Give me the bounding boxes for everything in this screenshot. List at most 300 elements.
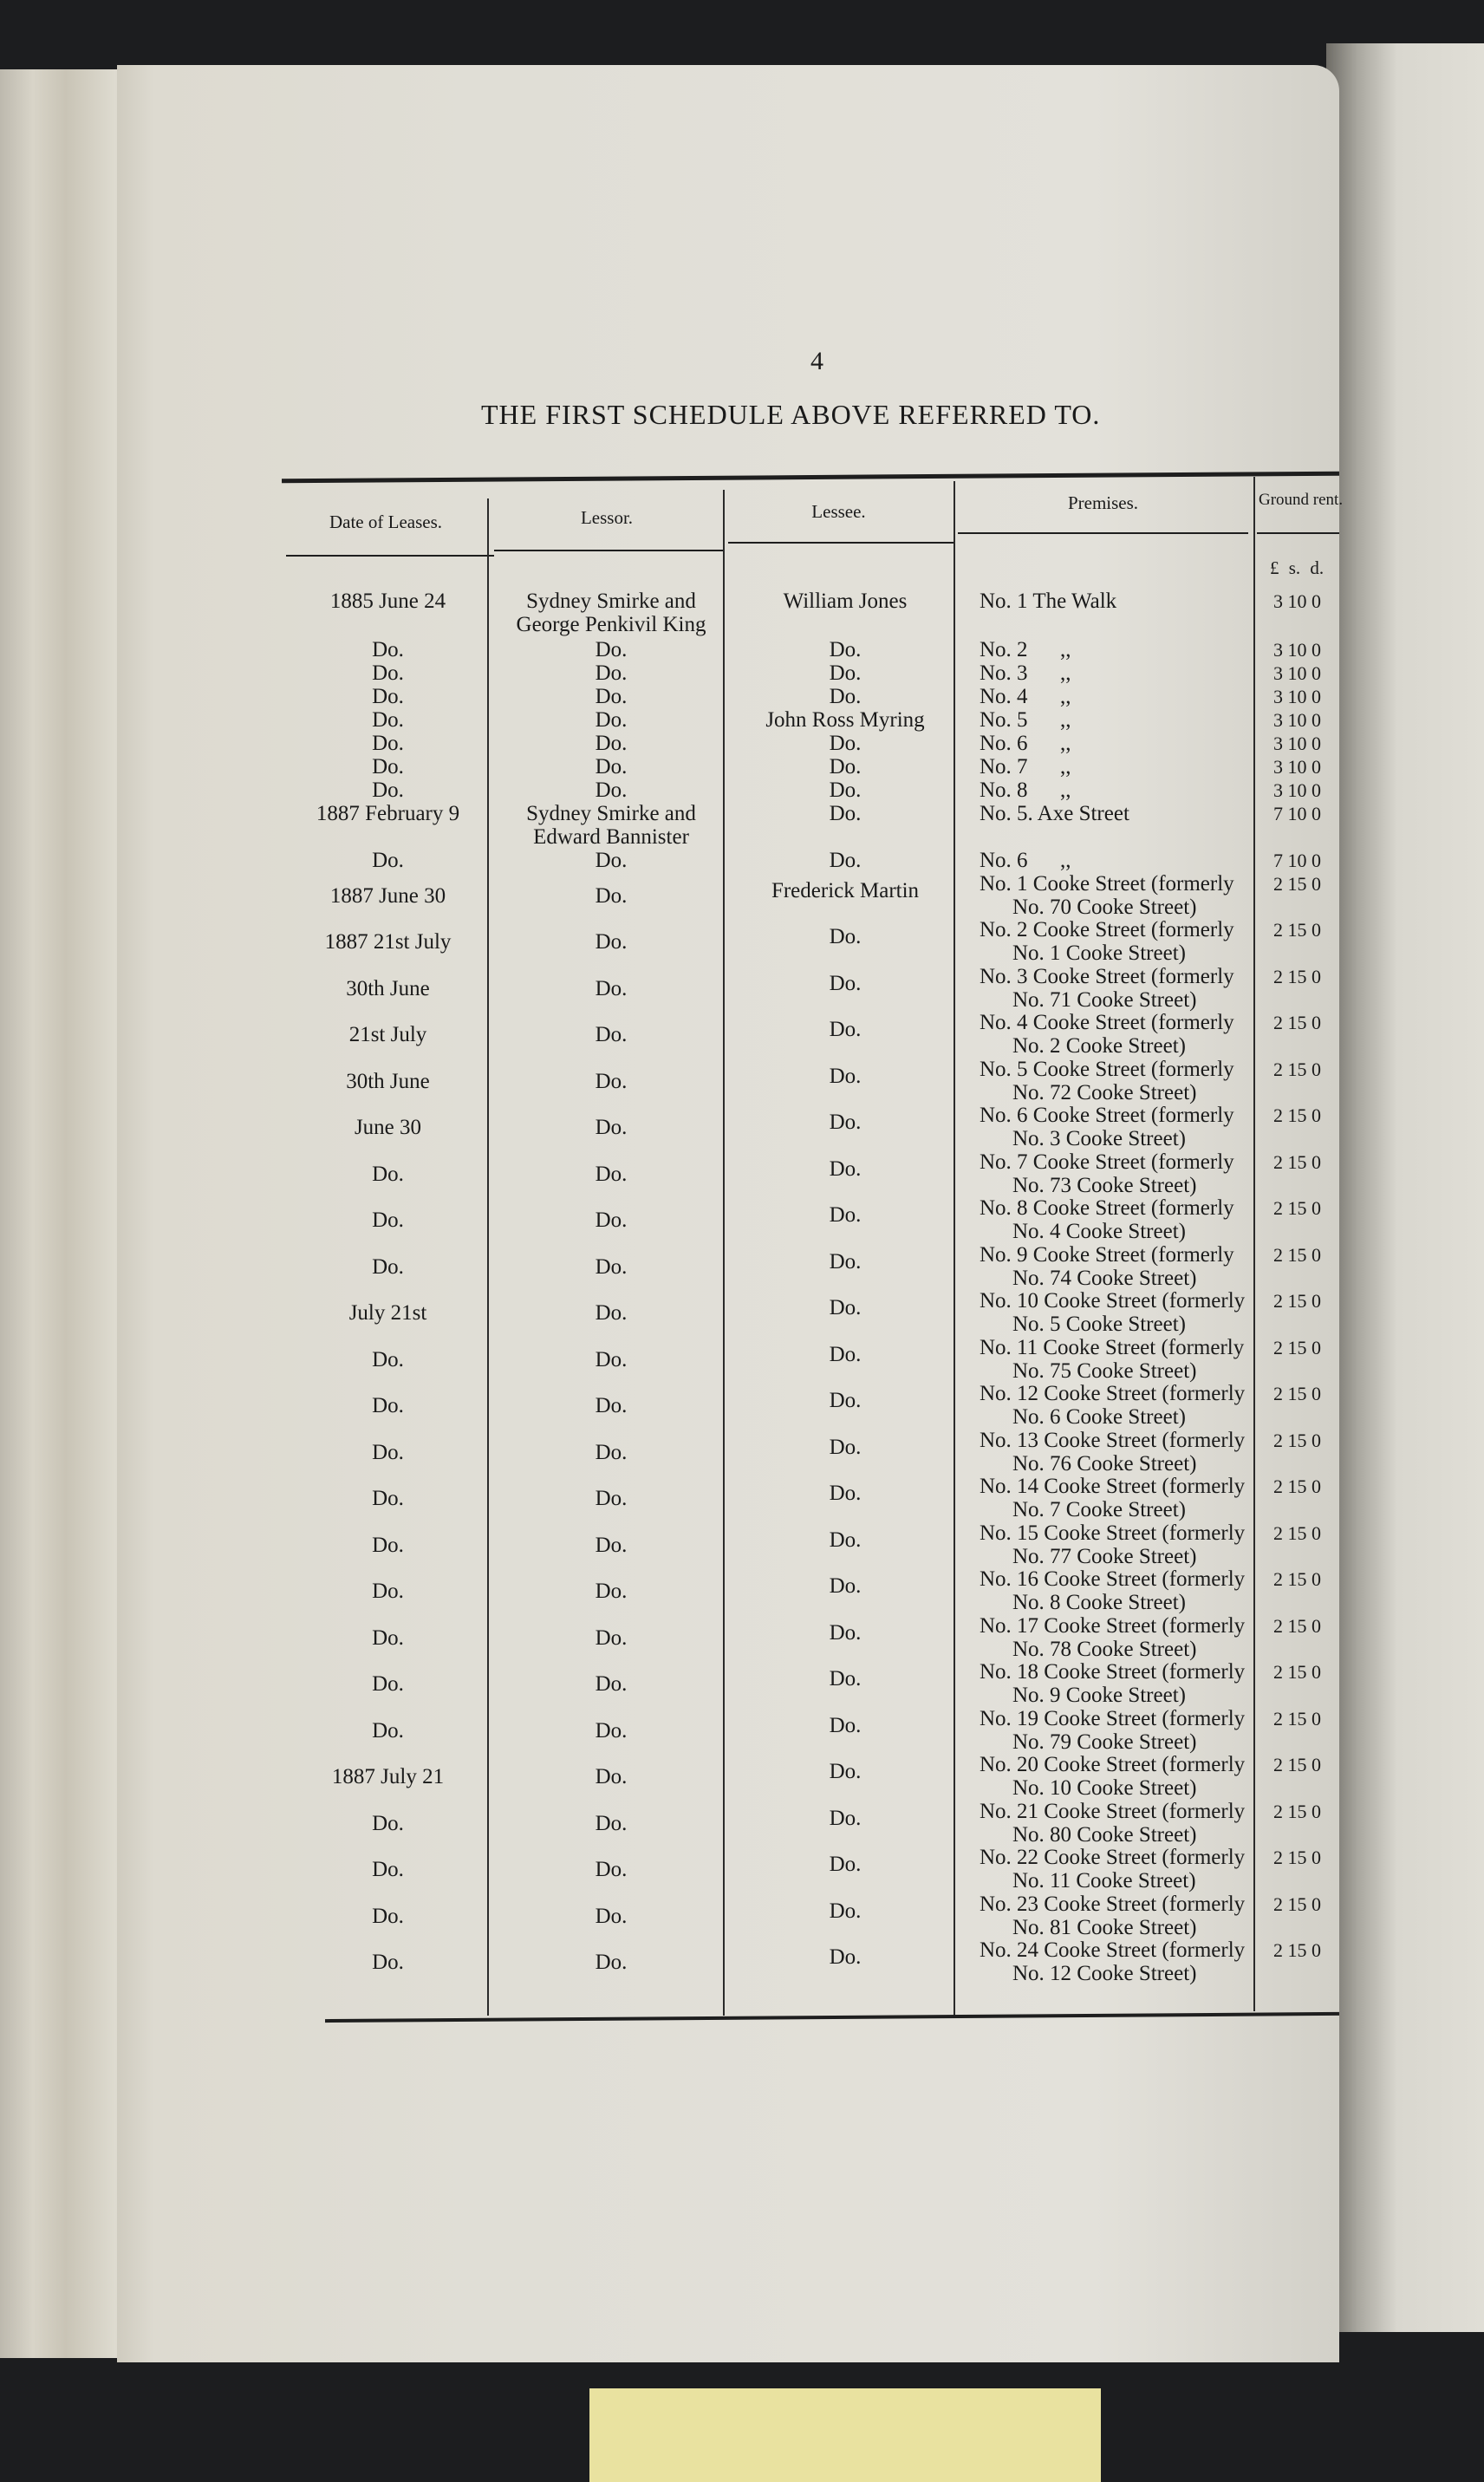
premises-line: No. 10 Cooke Street) bbox=[1012, 1776, 1197, 1800]
lessor bbox=[494, 1521, 728, 1568]
premises bbox=[962, 918, 1261, 965]
lessor bbox=[494, 1660, 728, 1707]
table-row bbox=[282, 1938, 1339, 1985]
lease-date: Do. bbox=[372, 1533, 404, 1557]
premises bbox=[962, 1104, 1261, 1150]
ground-rent: 2 15 0 bbox=[1273, 1058, 1321, 1080]
lessee: Do. bbox=[829, 1667, 862, 1690]
table-row bbox=[282, 1336, 1339, 1383]
ground-rent: 3 10 0 bbox=[1273, 756, 1321, 778]
premises bbox=[962, 1336, 1261, 1383]
lease-date: Do. bbox=[372, 848, 404, 872]
ground-rent: 3 10 0 bbox=[1273, 733, 1321, 754]
lessor-line: Do. bbox=[595, 778, 628, 802]
premises bbox=[962, 1011, 1261, 1058]
lease-date: Do. bbox=[372, 1625, 404, 1650]
table-row bbox=[282, 1753, 1339, 1800]
premises-line: No. 9 Cooke Street) bbox=[1012, 1684, 1186, 1707]
lessor bbox=[494, 661, 728, 685]
ground-rent: 2 15 0 bbox=[1273, 919, 1321, 941]
lessee: Do. bbox=[829, 802, 862, 825]
lease-date: Do. bbox=[372, 1254, 404, 1279]
lease-date: 21st July bbox=[348, 1023, 427, 1046]
lease-date: June 30 bbox=[354, 1116, 422, 1139]
premises-line: No. 12 Cooke Street (formerly bbox=[980, 1382, 1246, 1405]
lease-date: July 21st bbox=[348, 1301, 427, 1325]
ground-rent: 3 10 0 bbox=[1273, 639, 1321, 661]
table-row bbox=[282, 1150, 1339, 1197]
premises-line: No. 5. Axe Street bbox=[980, 802, 1129, 825]
schedule-title: THE FIRST SCHEDULE ABOVE REFERRED TO. bbox=[481, 399, 1101, 430]
table-row bbox=[282, 755, 1339, 778]
ground-rent: 2 15 0 bbox=[1273, 1661, 1321, 1683]
premises bbox=[962, 1382, 1261, 1429]
lessor bbox=[494, 1243, 728, 1290]
table-row bbox=[282, 1521, 1339, 1568]
lessee: Do. bbox=[829, 925, 862, 948]
lease-date: Do. bbox=[372, 708, 404, 732]
lessor bbox=[494, 1058, 728, 1104]
premises-line: No. 79 Cooke Street) bbox=[1012, 1730, 1197, 1754]
lease-date: Do. bbox=[372, 1487, 404, 1510]
premises-line: No. 1 Cooke Street (formerly bbox=[980, 871, 1234, 896]
ground-rent: 2 15 0 bbox=[1273, 1197, 1321, 1219]
lessor bbox=[494, 965, 728, 1012]
schedule-table bbox=[282, 590, 1339, 1985]
lessor-line: Sydney Smirke and bbox=[526, 802, 696, 825]
premises bbox=[962, 1753, 1261, 1800]
premises-line: No. 5 ,, bbox=[980, 708, 1071, 732]
lease-date: 1885 June 24 bbox=[329, 590, 446, 613]
premises bbox=[962, 1521, 1261, 1568]
lease-date: Do. bbox=[372, 661, 404, 685]
ground-rent: 2 15 0 bbox=[1273, 1150, 1321, 1173]
lessor-line: Do. bbox=[595, 1580, 628, 1603]
lessor bbox=[494, 1429, 728, 1476]
premises-line: No. 8 Cooke Street (formerly bbox=[980, 1196, 1234, 1220]
lease-date: Do. bbox=[372, 1811, 404, 1835]
lease-date: Do. bbox=[372, 732, 404, 755]
premises-line: No. 6 Cooke Street (formerly bbox=[980, 1104, 1234, 1127]
lease-date: Do. bbox=[372, 1951, 404, 1974]
lessor bbox=[494, 918, 728, 965]
premises-line: No. 73 Cooke Street) bbox=[1012, 1173, 1197, 1197]
lease-date: Do. bbox=[372, 778, 404, 802]
premises-line: No. 16 Cooke Street (formerly bbox=[980, 1567, 1246, 1591]
premises-line: No. 3 Cooke Street (formerly bbox=[980, 964, 1234, 988]
lessor bbox=[494, 638, 728, 661]
lease-date: Do. bbox=[372, 1162, 404, 1186]
lessee: Do. bbox=[829, 971, 862, 995]
lessor-line: Do. bbox=[595, 1858, 628, 1881]
table-row bbox=[282, 661, 1339, 685]
ground-rent: 2 15 0 bbox=[1273, 1614, 1321, 1637]
lessee: Do. bbox=[829, 661, 862, 685]
premises bbox=[962, 732, 1261, 755]
table-row bbox=[282, 918, 1339, 965]
lessor bbox=[494, 1011, 728, 1058]
lessor-line: Do. bbox=[595, 638, 628, 661]
premises bbox=[962, 685, 1261, 708]
table-row bbox=[282, 1707, 1339, 1754]
premises-line: No. 18 Cooke Street (formerly bbox=[980, 1660, 1246, 1684]
premises bbox=[962, 1846, 1261, 1892]
ground-rent: 2 15 0 bbox=[1273, 1800, 1321, 1822]
premises-line: No. 3 Cooke Street) bbox=[1012, 1127, 1186, 1150]
lessor-line: Do. bbox=[595, 1625, 628, 1650]
lessor bbox=[494, 755, 728, 778]
premises-line: No. 5 Cooke Street) bbox=[1012, 1313, 1186, 1336]
lessor bbox=[494, 1567, 728, 1614]
lessee: Do. bbox=[829, 1945, 862, 1969]
premises-line: No. 2 ,, bbox=[980, 638, 1071, 661]
lessee: Do. bbox=[829, 755, 862, 778]
lessor bbox=[494, 778, 728, 802]
table-row bbox=[282, 1243, 1339, 1290]
lessor bbox=[494, 1289, 728, 1336]
lessor bbox=[494, 1753, 728, 1800]
premises-line: No. 11 Cooke Street (formerly bbox=[980, 1335, 1245, 1359]
lessee: Do. bbox=[829, 1203, 862, 1227]
table-row bbox=[282, 685, 1339, 708]
lease-date: Do. bbox=[372, 1208, 404, 1232]
lessor-line: George Penkivil King bbox=[516, 613, 706, 636]
lessee: Do. bbox=[829, 1574, 862, 1598]
lessee: Do. bbox=[829, 1296, 862, 1319]
premises bbox=[962, 965, 1261, 1012]
ground-rent: 7 10 0 bbox=[1273, 803, 1321, 824]
table-row bbox=[282, 1104, 1339, 1150]
premises-line: No. 19 Cooke Street (formerly bbox=[980, 1706, 1246, 1730]
premises bbox=[962, 778, 1261, 802]
table-row bbox=[282, 638, 1339, 661]
lessor bbox=[494, 1336, 728, 1383]
table-row bbox=[282, 1567, 1339, 1614]
premises bbox=[962, 1429, 1261, 1476]
premises-line: No. 6 ,, bbox=[980, 848, 1071, 872]
ground-rent: 2 15 0 bbox=[1273, 1290, 1321, 1312]
ground-rent: 2 15 0 bbox=[1273, 872, 1321, 895]
header-lessor: Lessor. bbox=[580, 507, 634, 528]
lessee: Do. bbox=[829, 1389, 862, 1412]
lessor-line: Sydney Smirke and bbox=[526, 590, 696, 613]
table-row bbox=[282, 965, 1339, 1012]
lessor-line: Edward Bannister bbox=[533, 825, 689, 849]
lease-date: Do. bbox=[372, 1347, 404, 1371]
lease-date: Do. bbox=[372, 1718, 404, 1743]
ground-rent: 2 15 0 bbox=[1273, 1754, 1321, 1775]
page-number: 4 bbox=[810, 347, 823, 375]
lessor-line: Do. bbox=[595, 1533, 628, 1557]
premises-line: No. 76 Cooke Street) bbox=[1012, 1451, 1197, 1476]
lessor-line: Do. bbox=[595, 708, 628, 732]
lessor bbox=[494, 802, 728, 849]
facing-page bbox=[1326, 43, 1484, 2332]
premises-line: No. 4 Cooke Street (formerly bbox=[980, 1011, 1234, 1034]
premises-line: No. 78 Cooke Street) bbox=[1012, 1637, 1197, 1661]
premises bbox=[962, 1660, 1261, 1707]
lessee: Do. bbox=[829, 1064, 862, 1088]
ground-rent: 2 15 0 bbox=[1273, 1429, 1321, 1451]
table-row bbox=[282, 1846, 1339, 1892]
table-row bbox=[282, 1196, 1339, 1243]
lessor-line: Do. bbox=[595, 1951, 628, 1974]
premises-line: No. 80 Cooke Street) bbox=[1012, 1822, 1197, 1847]
lessor bbox=[494, 1846, 728, 1892]
premises-line: No. 1 Cooke Street) bbox=[1012, 941, 1186, 965]
premises-line: No. 21 Cooke Street (formerly bbox=[980, 1799, 1246, 1823]
premises-line: No. 13 Cooke Street (formerly bbox=[980, 1428, 1246, 1452]
premises-line: No. 12 Cooke Street) bbox=[1012, 1962, 1197, 1985]
lessor-line: Do. bbox=[595, 685, 628, 708]
ground-rent: 2 15 0 bbox=[1273, 1521, 1321, 1544]
lessee: Do. bbox=[829, 1342, 862, 1366]
premises-line: No. 15 Cooke Street (formerly bbox=[980, 1521, 1246, 1545]
premises bbox=[962, 1707, 1261, 1754]
table-row bbox=[282, 778, 1339, 802]
ground-rent: 2 15 0 bbox=[1273, 1892, 1321, 1915]
header-rule bbox=[494, 550, 724, 551]
premises-line: No. 8 ,, bbox=[980, 778, 1071, 802]
lease-date: 1887 June 30 bbox=[329, 883, 446, 908]
lessor-line: Do. bbox=[595, 1672, 628, 1696]
lessor-line: Do. bbox=[595, 848, 628, 872]
lease-date: 30th June bbox=[346, 1069, 430, 1093]
premises-line: No. 2 Cooke Street) bbox=[1012, 1034, 1186, 1058]
ground-rent: 3 10 0 bbox=[1273, 686, 1321, 707]
premises-line: No. 6 Cooke Street) bbox=[1012, 1405, 1186, 1429]
lessor-line: Do. bbox=[595, 755, 628, 778]
premises-line: No. 8 Cooke Street) bbox=[1012, 1591, 1186, 1614]
sticky-note bbox=[589, 2388, 1101, 2482]
premises bbox=[962, 590, 1261, 638]
lessor bbox=[494, 849, 728, 872]
lease-date: 30th June bbox=[346, 976, 430, 1000]
lessee: Do. bbox=[829, 1018, 862, 1041]
lessor-line: Do. bbox=[595, 1254, 628, 1279]
lessee: Do. bbox=[829, 1482, 862, 1505]
lease-date: Do. bbox=[372, 638, 404, 661]
premises bbox=[962, 849, 1261, 872]
ground-rent: 2 15 0 bbox=[1273, 1707, 1321, 1730]
lessor-line: Do. bbox=[595, 1904, 628, 1928]
table-row bbox=[282, 1475, 1339, 1521]
premises-line: No. 11 Cooke Street) bbox=[1012, 1869, 1196, 1892]
ground-rent: 2 15 0 bbox=[1273, 1243, 1321, 1266]
lessor bbox=[494, 1196, 728, 1243]
lessor-line: Do. bbox=[595, 883, 628, 908]
premises-line: No. 5 Cooke Street (formerly bbox=[980, 1057, 1234, 1081]
ground-rent: 2 15 0 bbox=[1273, 1336, 1321, 1358]
lease-date: Do. bbox=[372, 1858, 404, 1881]
lessee: Frederick Martin bbox=[771, 878, 920, 902]
premises-line: No. 20 Cooke Street (formerly bbox=[980, 1753, 1246, 1776]
table-row bbox=[282, 1382, 1339, 1429]
lessee: Do. bbox=[829, 638, 862, 661]
premises bbox=[962, 1567, 1261, 1614]
lessee: William Jones bbox=[783, 590, 908, 613]
header-rule bbox=[286, 555, 494, 557]
premises bbox=[962, 1196, 1261, 1243]
premises-line: No. 7 ,, bbox=[980, 755, 1071, 778]
premises bbox=[962, 1892, 1261, 1939]
lessee: Do. bbox=[829, 1806, 862, 1830]
table-row bbox=[282, 590, 1339, 638]
premises-line: No. 70 Cooke Street) bbox=[1012, 895, 1197, 919]
lessee: Do. bbox=[829, 1620, 862, 1645]
lease-date: Do. bbox=[372, 755, 404, 778]
lessor-line: Do. bbox=[595, 1765, 628, 1788]
lessor-line: Do. bbox=[595, 1347, 628, 1371]
lessor bbox=[494, 1938, 728, 1985]
header-rule bbox=[958, 532, 1248, 534]
table-row bbox=[282, 1011, 1339, 1058]
premises-line: No. 77 Cooke Street) bbox=[1012, 1544, 1197, 1568]
lessor-line: Do. bbox=[595, 1394, 628, 1417]
premises-line: No. 4 Cooke Street) bbox=[1012, 1220, 1186, 1243]
premises-line: No. 9 Cooke Street (formerly bbox=[980, 1242, 1234, 1267]
lessor-line: Do. bbox=[595, 1718, 628, 1743]
table-row bbox=[282, 849, 1339, 872]
lessee: Do. bbox=[829, 848, 862, 872]
premises-line: No. 14 Cooke Street (formerly bbox=[980, 1475, 1246, 1498]
premises bbox=[962, 1150, 1261, 1197]
lessor-line: Do. bbox=[595, 661, 628, 685]
lessor-line: Do. bbox=[595, 1162, 628, 1186]
lessor-line: Do. bbox=[595, 930, 628, 954]
lessor bbox=[494, 872, 728, 919]
premises-line: No. 74 Cooke Street) bbox=[1012, 1266, 1197, 1290]
ground-rent: 2 15 0 bbox=[1273, 1012, 1321, 1033]
table-row bbox=[282, 1058, 1339, 1104]
premises-line: No. 1 The Walk bbox=[980, 590, 1117, 613]
lessor-line: Do. bbox=[595, 976, 628, 1000]
header-date: Date of Leases. bbox=[329, 511, 443, 532]
lease-date: Do. bbox=[372, 1672, 404, 1696]
lessee: Do. bbox=[829, 1713, 862, 1737]
lessor-line: Do. bbox=[595, 1069, 628, 1093]
lessee: Do. bbox=[829, 1760, 862, 1783]
lessor-line: Do. bbox=[595, 1440, 628, 1464]
lessor-line: Do. bbox=[595, 1023, 628, 1046]
lessor bbox=[494, 590, 728, 638]
lessor bbox=[494, 732, 728, 755]
lessee: Do. bbox=[829, 778, 862, 802]
lessor bbox=[494, 685, 728, 708]
premises bbox=[962, 1614, 1261, 1661]
lessee: Do. bbox=[829, 1249, 862, 1274]
lessor-line: Do. bbox=[595, 1208, 628, 1232]
premises bbox=[962, 755, 1261, 778]
premises bbox=[962, 708, 1261, 732]
table-row bbox=[282, 802, 1339, 849]
lessee: Do. bbox=[829, 1899, 862, 1923]
table-row bbox=[282, 1289, 1339, 1336]
lease-date: 1887 21st July bbox=[324, 930, 452, 954]
premises bbox=[962, 661, 1261, 685]
table-row bbox=[282, 872, 1339, 919]
premises-line: No. 10 Cooke Street (formerly bbox=[980, 1289, 1246, 1313]
table-row bbox=[282, 1660, 1339, 1707]
lessee: John Ross Myring bbox=[765, 708, 925, 732]
table-row bbox=[282, 732, 1339, 755]
lease-date: Do. bbox=[372, 685, 404, 708]
lessor bbox=[494, 708, 728, 732]
premises-line: No. 23 Cooke Street (formerly bbox=[980, 1892, 1246, 1916]
header-ground-rent: Ground rent. bbox=[1259, 491, 1344, 509]
lessee: Do. bbox=[829, 1111, 862, 1134]
ground-rent: 2 15 0 bbox=[1273, 1847, 1321, 1868]
lease-date: Do. bbox=[372, 1440, 404, 1464]
ground-rent: 3 10 0 bbox=[1273, 709, 1321, 731]
lease-date: Do. bbox=[372, 1394, 404, 1417]
premises bbox=[962, 1475, 1261, 1521]
lease-date: Do. bbox=[372, 1580, 404, 1603]
ground-rent: 2 15 0 bbox=[1273, 1104, 1321, 1126]
lessor bbox=[494, 1475, 728, 1521]
ground-rent: 3 10 0 bbox=[1273, 779, 1321, 801]
premises-line: No. 24 Cooke Street (formerly bbox=[980, 1938, 1246, 1962]
lessor-line: Do. bbox=[595, 1301, 628, 1325]
ground-rent: 3 10 0 bbox=[1273, 590, 1321, 612]
lessor bbox=[494, 1892, 728, 1939]
lease-date: Do. bbox=[372, 1904, 404, 1928]
lessor-line: Do. bbox=[595, 732, 628, 755]
premises bbox=[962, 1289, 1261, 1336]
ground-rent: 2 15 0 bbox=[1273, 965, 1321, 987]
lessee: Do. bbox=[829, 1435, 862, 1459]
premises-line: No. 7 Cooke Street) bbox=[1012, 1498, 1186, 1521]
lessor-line: Do. bbox=[595, 1116, 628, 1139]
lessor bbox=[494, 1614, 728, 1661]
ground-rent: 2 15 0 bbox=[1273, 1383, 1321, 1404]
lessee: Do. bbox=[829, 1156, 862, 1181]
lease-date: 1887 February 9 bbox=[316, 802, 460, 825]
premises bbox=[962, 1058, 1261, 1104]
lessee: Do. bbox=[829, 1853, 862, 1876]
premises-line: No. 81 Cooke Street) bbox=[1012, 1915, 1197, 1939]
premises-line: No. 3 ,, bbox=[980, 661, 1071, 685]
premises bbox=[962, 1800, 1261, 1847]
premises-line: No. 22 Cooke Street (formerly bbox=[980, 1846, 1246, 1869]
premises bbox=[962, 1938, 1261, 1985]
ground-rent: 2 15 0 bbox=[1273, 1939, 1321, 1961]
lessor bbox=[494, 1150, 728, 1197]
premises bbox=[962, 1243, 1261, 1290]
premises-line: No. 71 Cooke Street) bbox=[1012, 987, 1197, 1012]
premises-line: No. 6 ,, bbox=[980, 732, 1071, 755]
lease-date: 1887 July 21 bbox=[331, 1765, 445, 1788]
header-lessee: Lessee. bbox=[811, 501, 866, 522]
lessor-line: Do. bbox=[595, 1811, 628, 1835]
lessor bbox=[494, 1382, 728, 1429]
ground-rent: 7 10 0 bbox=[1273, 849, 1321, 871]
header-premises: Premises. bbox=[1067, 492, 1139, 513]
premises bbox=[962, 802, 1261, 849]
rent-units: £ s. d. bbox=[1270, 557, 1325, 578]
premises-line: No. 7 Cooke Street (formerly bbox=[980, 1150, 1234, 1174]
header-rule bbox=[728, 542, 954, 544]
lessor bbox=[494, 1800, 728, 1847]
header-rule bbox=[1257, 532, 1339, 534]
lessee: Do. bbox=[829, 732, 862, 755]
lessee: Do. bbox=[829, 685, 862, 708]
ground-rent: 2 15 0 bbox=[1273, 1476, 1321, 1497]
lessor bbox=[494, 1707, 728, 1754]
table-row bbox=[282, 1892, 1339, 1939]
premises bbox=[962, 872, 1261, 919]
premises-line: No. 2 Cooke Street (formerly bbox=[980, 918, 1234, 941]
